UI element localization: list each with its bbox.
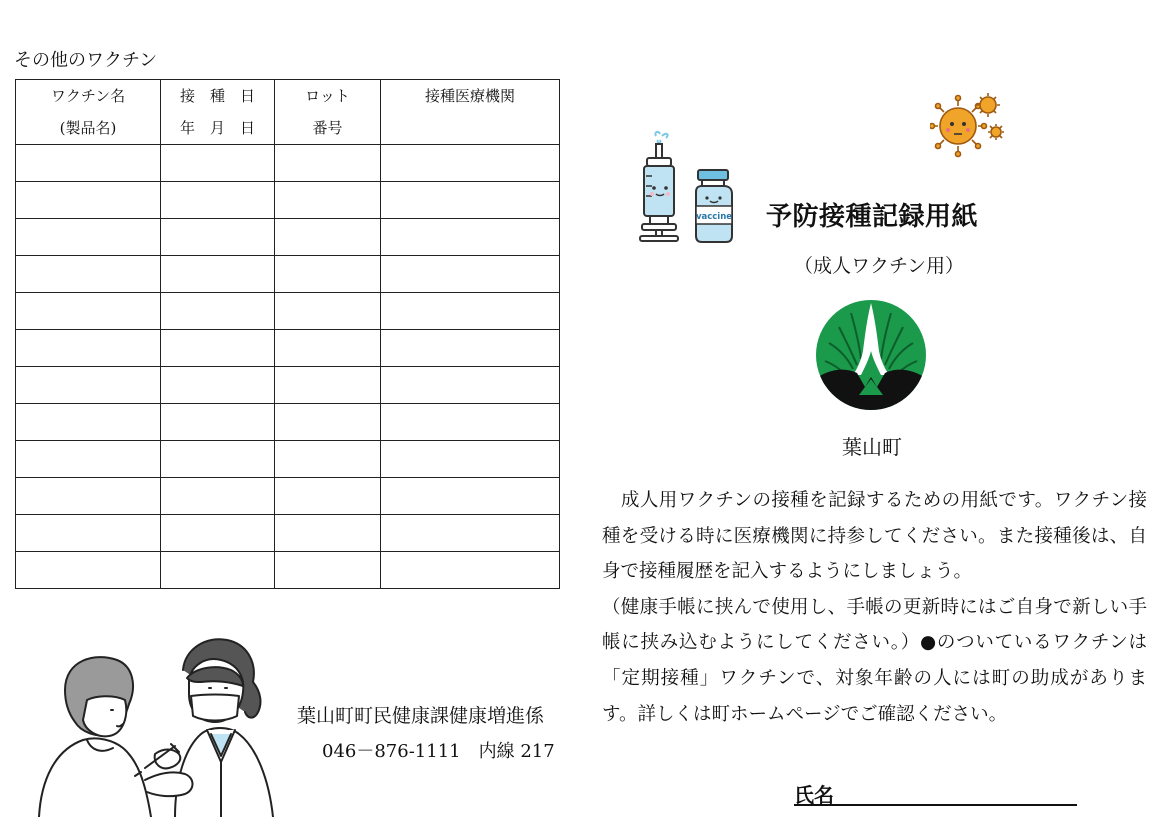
table-body (16, 145, 560, 589)
column-header-date (161, 80, 275, 145)
table-cell[interactable] (16, 330, 161, 367)
table-row (16, 219, 560, 256)
table-cell[interactable] (16, 145, 161, 182)
table-row (16, 515, 560, 552)
column-header-vaccine-name (16, 80, 161, 145)
table-cell[interactable] (381, 330, 560, 367)
table-cell[interactable] (161, 293, 275, 330)
table-row (16, 552, 560, 589)
table-cell[interactable] (16, 404, 161, 441)
table-cell[interactable] (275, 293, 381, 330)
description-paragraph: （健康手帳に挟んで使用し、手帳の更新時にはご自身で新しい手帳に挟み込むようにしてください。）●のついているワクチンは「定期接種」ワクチンで、対象年齢の人には町の助成があります。詳しくは町ホームページでご確認ください。 (602, 596, 1147, 725)
header-line (381, 112, 559, 144)
table-cell[interactable] (16, 478, 161, 515)
germ-icon (930, 92, 1008, 158)
table-cell[interactable] (381, 367, 560, 404)
vaccine-record-table (15, 79, 560, 589)
header-line: 接種医療機関 (424, 87, 515, 105)
form-subtitle: （成人ワクチン用） (794, 255, 965, 277)
table-row (16, 293, 560, 330)
table-cell[interactable] (381, 256, 560, 293)
table-cell[interactable] (381, 404, 560, 441)
header-line: 年 月 日 (179, 119, 255, 137)
name-label: 氏名 (794, 783, 834, 807)
table-cell[interactable] (16, 256, 161, 293)
description-text (602, 483, 1147, 732)
name-input-line[interactable] (794, 804, 1077, 806)
table-cell[interactable] (161, 256, 275, 293)
department-name: 葉山町町民健康課健康増進係 (297, 705, 545, 727)
table-cell[interactable] (381, 293, 560, 330)
header-line: (製品名) (59, 119, 117, 137)
table-cell[interactable] (381, 478, 560, 515)
table-row (16, 145, 560, 182)
header-line: ロット (305, 87, 350, 105)
description-paragraph: 成人用ワクチンの接種を記録するための用紙です。ワクチン接種を受ける時に医療機関に持参してください。また接種後は、自身で接種履歴を記入するようにしましょう。 (602, 490, 1147, 583)
table-cell[interactable] (381, 515, 560, 552)
table-cell[interactable] (16, 515, 161, 552)
table-cell[interactable] (275, 219, 381, 256)
table-cell[interactable] (381, 441, 560, 478)
table-row (16, 404, 560, 441)
table-row (16, 182, 560, 219)
nurse-vaccination-illustration (25, 630, 290, 817)
table-cell[interactable] (275, 256, 381, 293)
header-line: 接 種 日 (179, 87, 255, 105)
table-cell[interactable] (161, 404, 275, 441)
table-row (16, 256, 560, 293)
table-cell[interactable] (161, 367, 275, 404)
table-cell[interactable] (16, 293, 161, 330)
table-cell[interactable] (161, 219, 275, 256)
table-cell[interactable] (16, 367, 161, 404)
table-cell[interactable] (161, 552, 275, 589)
table-cell[interactable] (381, 182, 560, 219)
table-row (16, 330, 560, 367)
table-cell[interactable] (381, 219, 560, 256)
table-cell[interactable] (161, 182, 275, 219)
department-phone: 046－876-1111 内線 217 (322, 741, 555, 762)
table-cell[interactable] (275, 367, 381, 404)
syringe-icon (640, 132, 678, 241)
table-cell[interactable] (161, 145, 275, 182)
header-line: ワクチン名 (50, 87, 126, 105)
table-cell[interactable] (16, 219, 161, 256)
table-cell[interactable] (275, 441, 381, 478)
table-cell[interactable] (275, 330, 381, 367)
table-header-row (16, 80, 560, 145)
table-cell[interactable] (161, 515, 275, 552)
table-cell[interactable] (275, 145, 381, 182)
section-title: その他のワクチン (14, 50, 158, 71)
town-emblem (815, 299, 927, 411)
table-cell[interactable] (16, 441, 161, 478)
table-cell[interactable] (275, 515, 381, 552)
syringe-vial-illustration (636, 128, 744, 244)
table-cell[interactable] (16, 552, 161, 589)
town-name: 葉山町 (842, 435, 902, 459)
column-header-lot-number (275, 80, 381, 145)
table-row (16, 478, 560, 515)
table-cell[interactable] (161, 441, 275, 478)
column-header-clinic (381, 80, 560, 145)
table-cell[interactable] (381, 552, 560, 589)
header-line: 番号 (312, 119, 343, 137)
table-cell[interactable] (275, 552, 381, 589)
table-cell[interactable] (275, 182, 381, 219)
form-title: 予防接種記録用紙 (766, 202, 979, 232)
table-cell[interactable] (161, 330, 275, 367)
table-cell[interactable] (381, 145, 560, 182)
table-row (16, 441, 560, 478)
table-row (16, 367, 560, 404)
table-cell[interactable] (275, 478, 381, 515)
vial-label: vaccine (695, 212, 733, 222)
vaccine-vial-icon (696, 170, 732, 242)
table-cell[interactable] (16, 182, 161, 219)
table-cell[interactable] (275, 404, 381, 441)
table-cell[interactable] (161, 478, 275, 515)
